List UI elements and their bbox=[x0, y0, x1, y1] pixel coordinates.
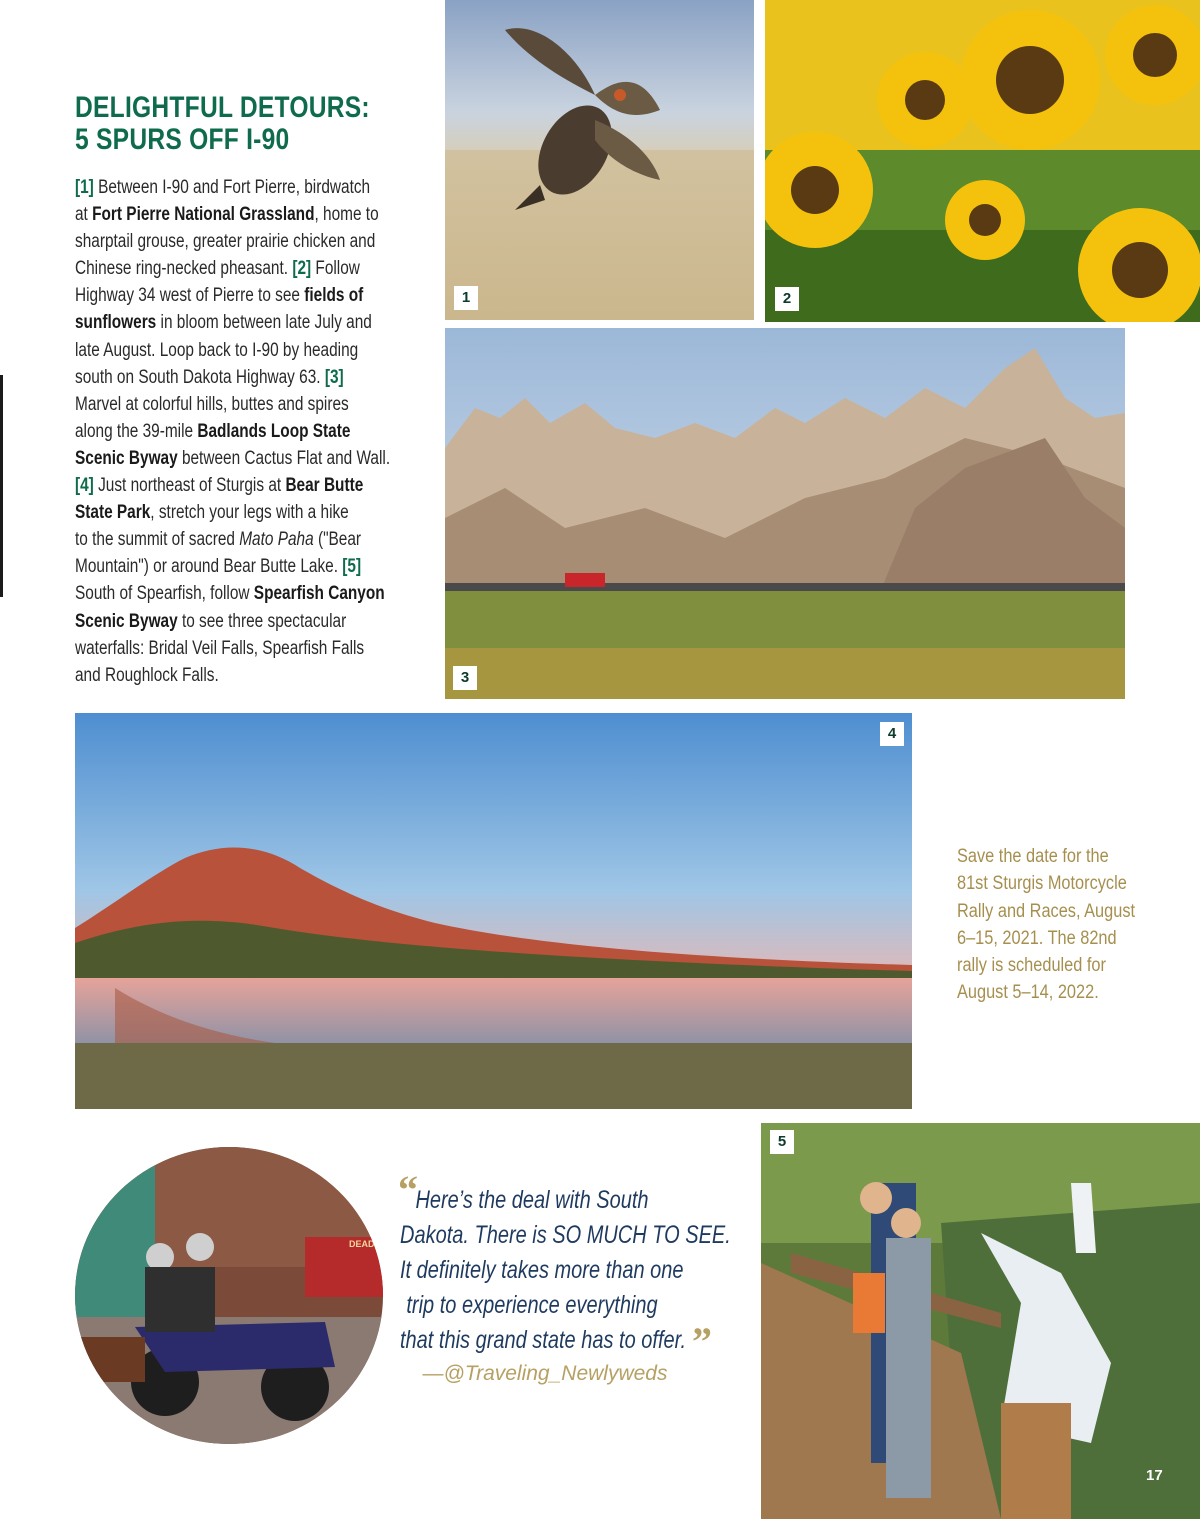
quote-line: It definitely takes more than one bbox=[400, 1256, 684, 1284]
item-number-1: [1] bbox=[75, 177, 94, 198]
sunflowers-image bbox=[765, 0, 1200, 322]
article-body bbox=[75, 174, 407, 689]
badlands-image bbox=[445, 328, 1125, 699]
body-text: Just northeast of Sturgis at bbox=[93, 475, 286, 497]
quote-line: Dakota. There is SO MUCH TO SEE. bbox=[400, 1221, 731, 1249]
place-name: Badlands Loop State bbox=[197, 420, 351, 442]
body-text: Between I-90 and Fort Pierre, birdwatch bbox=[93, 177, 371, 198]
title-line-2: 5 SPURS OFF I-90 bbox=[75, 123, 290, 156]
quote-line: trip to experience everything bbox=[406, 1291, 658, 1319]
photo-badge-5: 5 bbox=[770, 1130, 794, 1154]
rally-note-line: 81st Sturgis Motorcycle bbox=[957, 873, 1127, 895]
pull-quote bbox=[400, 1183, 731, 1358]
edge-bar bbox=[0, 375, 3, 597]
photo-badge-1: 1 bbox=[454, 286, 478, 310]
close-quote-mark: ” bbox=[692, 1319, 712, 1364]
body-text: Highway 34 west of Pierre to see bbox=[75, 285, 305, 307]
body-text: between Cactus Flat and Wall. bbox=[177, 447, 391, 469]
photo-badlands bbox=[445, 328, 1125, 699]
body-text: Mountain") or around Bear Butte Lake. bbox=[75, 556, 343, 578]
body-text: to the summit of sacred bbox=[75, 529, 240, 551]
rally-note-line: Save the date for the bbox=[957, 846, 1109, 867]
rally-note bbox=[957, 843, 1151, 1007]
body-text: at bbox=[75, 204, 93, 226]
body-text: Chinese ring-necked pheasant. bbox=[75, 258, 293, 280]
place-name: Scenic Byway bbox=[75, 447, 178, 469]
spearfish-image bbox=[761, 1123, 1200, 1519]
place-name-italic: Mato Paha bbox=[239, 529, 314, 551]
item-number-4: [4] bbox=[75, 475, 94, 497]
place-name: Bear Butte bbox=[285, 475, 364, 497]
motorcycle-image bbox=[75, 1147, 383, 1444]
rally-note-line: Rally and Races, August bbox=[957, 900, 1136, 922]
body-text: along the 39-mile bbox=[75, 420, 198, 442]
body-text: sharptail grouse, greater prairie chicken and bbox=[75, 231, 376, 253]
rally-note-line: 6–15, 2021. The 82nd bbox=[957, 927, 1117, 949]
place-name: sunflowers bbox=[75, 312, 157, 334]
body-text: south on South Dakota Highway 63. bbox=[75, 366, 325, 388]
storefront-sign: DEADW bbox=[349, 1239, 383, 1249]
photo-bear-butte bbox=[75, 713, 912, 1109]
photo-motorcycle bbox=[75, 1147, 383, 1444]
place-name: fields of bbox=[304, 285, 364, 307]
body-text: to see three spectacular bbox=[177, 610, 347, 632]
photo-badge-2: 2 bbox=[775, 287, 799, 311]
rally-note-line: rally is scheduled for bbox=[957, 955, 1106, 977]
item-number-2: [2] bbox=[292, 258, 312, 280]
body-text: waterfalls: Bridal Veil Falls, Spearfish Falls bbox=[75, 637, 365, 659]
body-text: Follow bbox=[311, 258, 360, 280]
body-text: , stretch your legs with a hike bbox=[150, 502, 349, 524]
photo-spearfish-falls bbox=[761, 1123, 1200, 1519]
photo-grouse bbox=[445, 0, 754, 320]
title-line-1: DELIGHTFUL DETOURS: bbox=[75, 91, 370, 124]
body-text: late August. Loop back to I-90 by heading bbox=[75, 339, 359, 361]
body-text: in bloom between late July and bbox=[156, 312, 372, 334]
grouse-image bbox=[445, 0, 754, 320]
body-text: ("Bear bbox=[313, 529, 362, 551]
body-text: South of Spearfish, follow bbox=[75, 583, 254, 605]
bear-butte-image bbox=[75, 713, 912, 1109]
place-name: Spearfish Canyon bbox=[253, 583, 385, 605]
open-quote-mark: “ bbox=[398, 1167, 418, 1212]
place-name: Fort Pierre National Grassland bbox=[92, 204, 315, 226]
quote-line: Here’s the deal with South bbox=[415, 1186, 649, 1214]
photo-sunflowers bbox=[765, 0, 1200, 322]
body-text: , home to bbox=[314, 204, 379, 226]
photo-badge-3: 3 bbox=[453, 666, 477, 690]
body-text: Marvel at colorful hills, buttes and spires bbox=[75, 393, 349, 415]
place-name: State Park bbox=[75, 502, 151, 524]
quote-line: that this grand state has to offer. bbox=[400, 1326, 687, 1354]
rally-note-line: August 5–14, 2022. bbox=[957, 982, 1099, 1004]
place-name: Scenic Byway bbox=[75, 610, 178, 632]
body-text: and Roughlock Falls. bbox=[75, 664, 219, 686]
page-title bbox=[75, 91, 370, 156]
quote-attribution: —@Traveling_Newlyweds bbox=[422, 1362, 668, 1385]
item-number-3: [3] bbox=[324, 366, 344, 388]
photo-badge-4: 4 bbox=[880, 722, 904, 746]
item-number-5: [5] bbox=[342, 556, 362, 578]
page-number: 17 bbox=[1146, 1467, 1163, 1484]
